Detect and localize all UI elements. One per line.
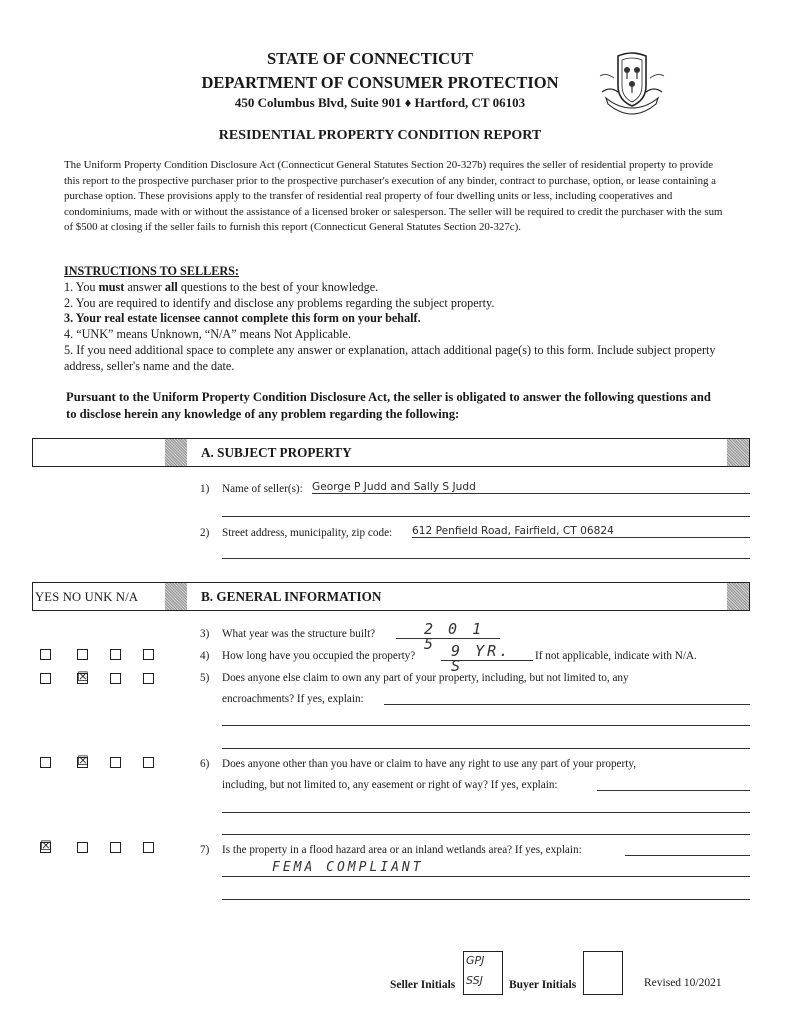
q7-yes-checkbox[interactable] [40,839,52,854]
section-a-header [32,438,750,467]
question-3: 3) What year was the structure built? [200,628,376,640]
instruction-item-4: 4. “UNK” means Unknown, “N/A” means Not Applicable. [64,327,352,342]
revision-date: Revised 10/2021 [644,977,722,989]
instructions-heading: INSTRUCTIONS TO SELLERS: [64,264,239,278]
section-b-header [32,582,750,611]
instruction-item-3: 3. Your real estate licensee cannot complete this form on your behalf. [64,311,421,326]
instruction-item-5: 5. If you need additional space to complete any answer or explanation, attach additional page(s) to this form. Include subject property address, seller's name and the date. [64,342,716,373]
seller-initials-label: Seller Initials [390,979,456,991]
instruction-item-1: 1. You must answer all questions to the best of your knowledge. [64,279,379,294]
q5-unk-checkbox[interactable] [110,673,121,684]
q6-unk-checkbox[interactable] [110,757,121,768]
answer-line[interactable] [625,855,750,856]
pursuant-statement: Pursuant to the Uniform Property Condition Disclosure Act, the seller is obligated to answer the following questions and to disclose herein any knowledge of any problem regarding the following: [66,390,711,421]
question-7: 7) Is the property in a flood hazard area or an inland wetlands area? If yes, explain: [200,844,582,856]
q7-unk-checkbox[interactable] [110,842,121,853]
answer-line[interactable] [384,704,750,705]
question-2: 2) Street address, municipality, zip code: [200,527,393,539]
answer-line[interactable] [597,790,750,791]
q4-yes-checkbox[interactable] [40,649,51,660]
question-6-continued: including, but not limited to, any easement or right of way? If yes, explain: [222,779,558,791]
street-address-field[interactable]: 612 Penfield Road, Fairfield, CT 06824 [412,525,750,538]
answer-line[interactable] [222,899,750,900]
agency-name: STATE OF CONNECTICUT [267,49,473,68]
q5-yes-checkbox[interactable] [40,673,51,684]
flood-area-explanation-field[interactable]: FEMA COMPLIANT [222,860,750,877]
question-5-continued: encroachments? If yes, explain: [222,693,364,705]
buyer-initials-label: Buyer Initials [509,979,577,991]
department-name: DEPARTMENT OF CONSUMER PROTECTION [201,73,559,92]
intro-paragraph: The Uniform Property Condition Disclosure Act (Connecticut General Statutes Section 20-327b) requires the seller of residential property to provide this report to the prospective purchaser prior to the prospective purchaser's execution of any binder, contract to purchase, option, or lease containing a purchase option. These provisions apply to the transfer of residential real property of four dwelling units or less, including cooperatives and condominiums, made with or without the assistance of a licensed broker or salesperson. The seller will be required to credit the purchaser with the sum of $500 at closing if the seller fails to furnish this report (Connecticut General Statutes Section 20-327c). [64,159,723,233]
question-6: 6) Does anyone other than you have or claim to have any right to use any part of your property, [200,758,637,770]
seller-initials-2: SSJ [466,974,483,987]
answer-line[interactable] [222,812,750,813]
instruction-item-2: 2. You are required to identify and disclose any problems regarding the subject property. [64,295,495,310]
checkbox-mark: ☒ [77,670,89,685]
answer-line[interactable] [222,558,750,559]
state-seal-icon [596,46,668,118]
shade-block [727,439,749,466]
q7-no-checkbox[interactable] [77,842,88,853]
seller-initials-1: GPJ [466,954,485,967]
q4-unk-checkbox[interactable] [110,649,121,660]
answer-line[interactable] [222,725,750,726]
year-built-field[interactable]: 2 0 1 5 [396,622,500,639]
answer-line[interactable] [222,516,750,517]
answer-column-headers: YES NO UNK N/A [35,590,139,604]
q4-na-instruction: If not applicable, indicate with N/A. [535,650,697,662]
answer-line[interactable] [222,834,750,835]
form-title: RESIDENTIAL PROPERTY CONDITION REPORT [218,128,542,143]
answer-line[interactable] [222,748,750,749]
question-4: 4) How long have you occupied the property? [200,650,416,662]
shade-block [165,439,187,466]
q5-no-checkbox[interactable] [77,670,89,685]
seller-initials-box[interactable] [463,951,503,995]
question-5: 5) Does anyone else claim to own any part of your property, including, but not limited to, any [200,672,629,684]
seller-name-field[interactable]: George P Judd and Sally S Judd [312,481,750,494]
q4-na-checkbox[interactable] [143,649,154,660]
q6-yes-checkbox[interactable] [40,757,51,768]
shade-block [165,583,187,610]
q6-no-checkbox[interactable] [77,754,89,769]
checkbox-mark: ☒ [77,754,89,769]
checkbox-mark: ☒ [40,839,52,854]
shade-block [727,583,749,610]
q4-no-checkbox[interactable] [77,649,88,660]
q7-na-checkbox[interactable] [143,842,154,853]
q6-na-checkbox[interactable] [143,757,154,768]
section-a-title: A. SUBJECT PROPERTY [201,445,352,460]
instructions [64,264,744,375]
occupancy-duration-field[interactable]: 9 YR. S [441,644,533,661]
department-address: 450 Columbus Blvd, Suite 901 ♦ Hartford, CT 06103 [234,95,526,110]
section-b-title: B. GENERAL INFORMATION [201,589,382,604]
question-1: 1) Name of seller(s): [200,483,303,495]
buyer-initials-box[interactable] [583,951,623,995]
q5-na-checkbox[interactable] [143,673,154,684]
